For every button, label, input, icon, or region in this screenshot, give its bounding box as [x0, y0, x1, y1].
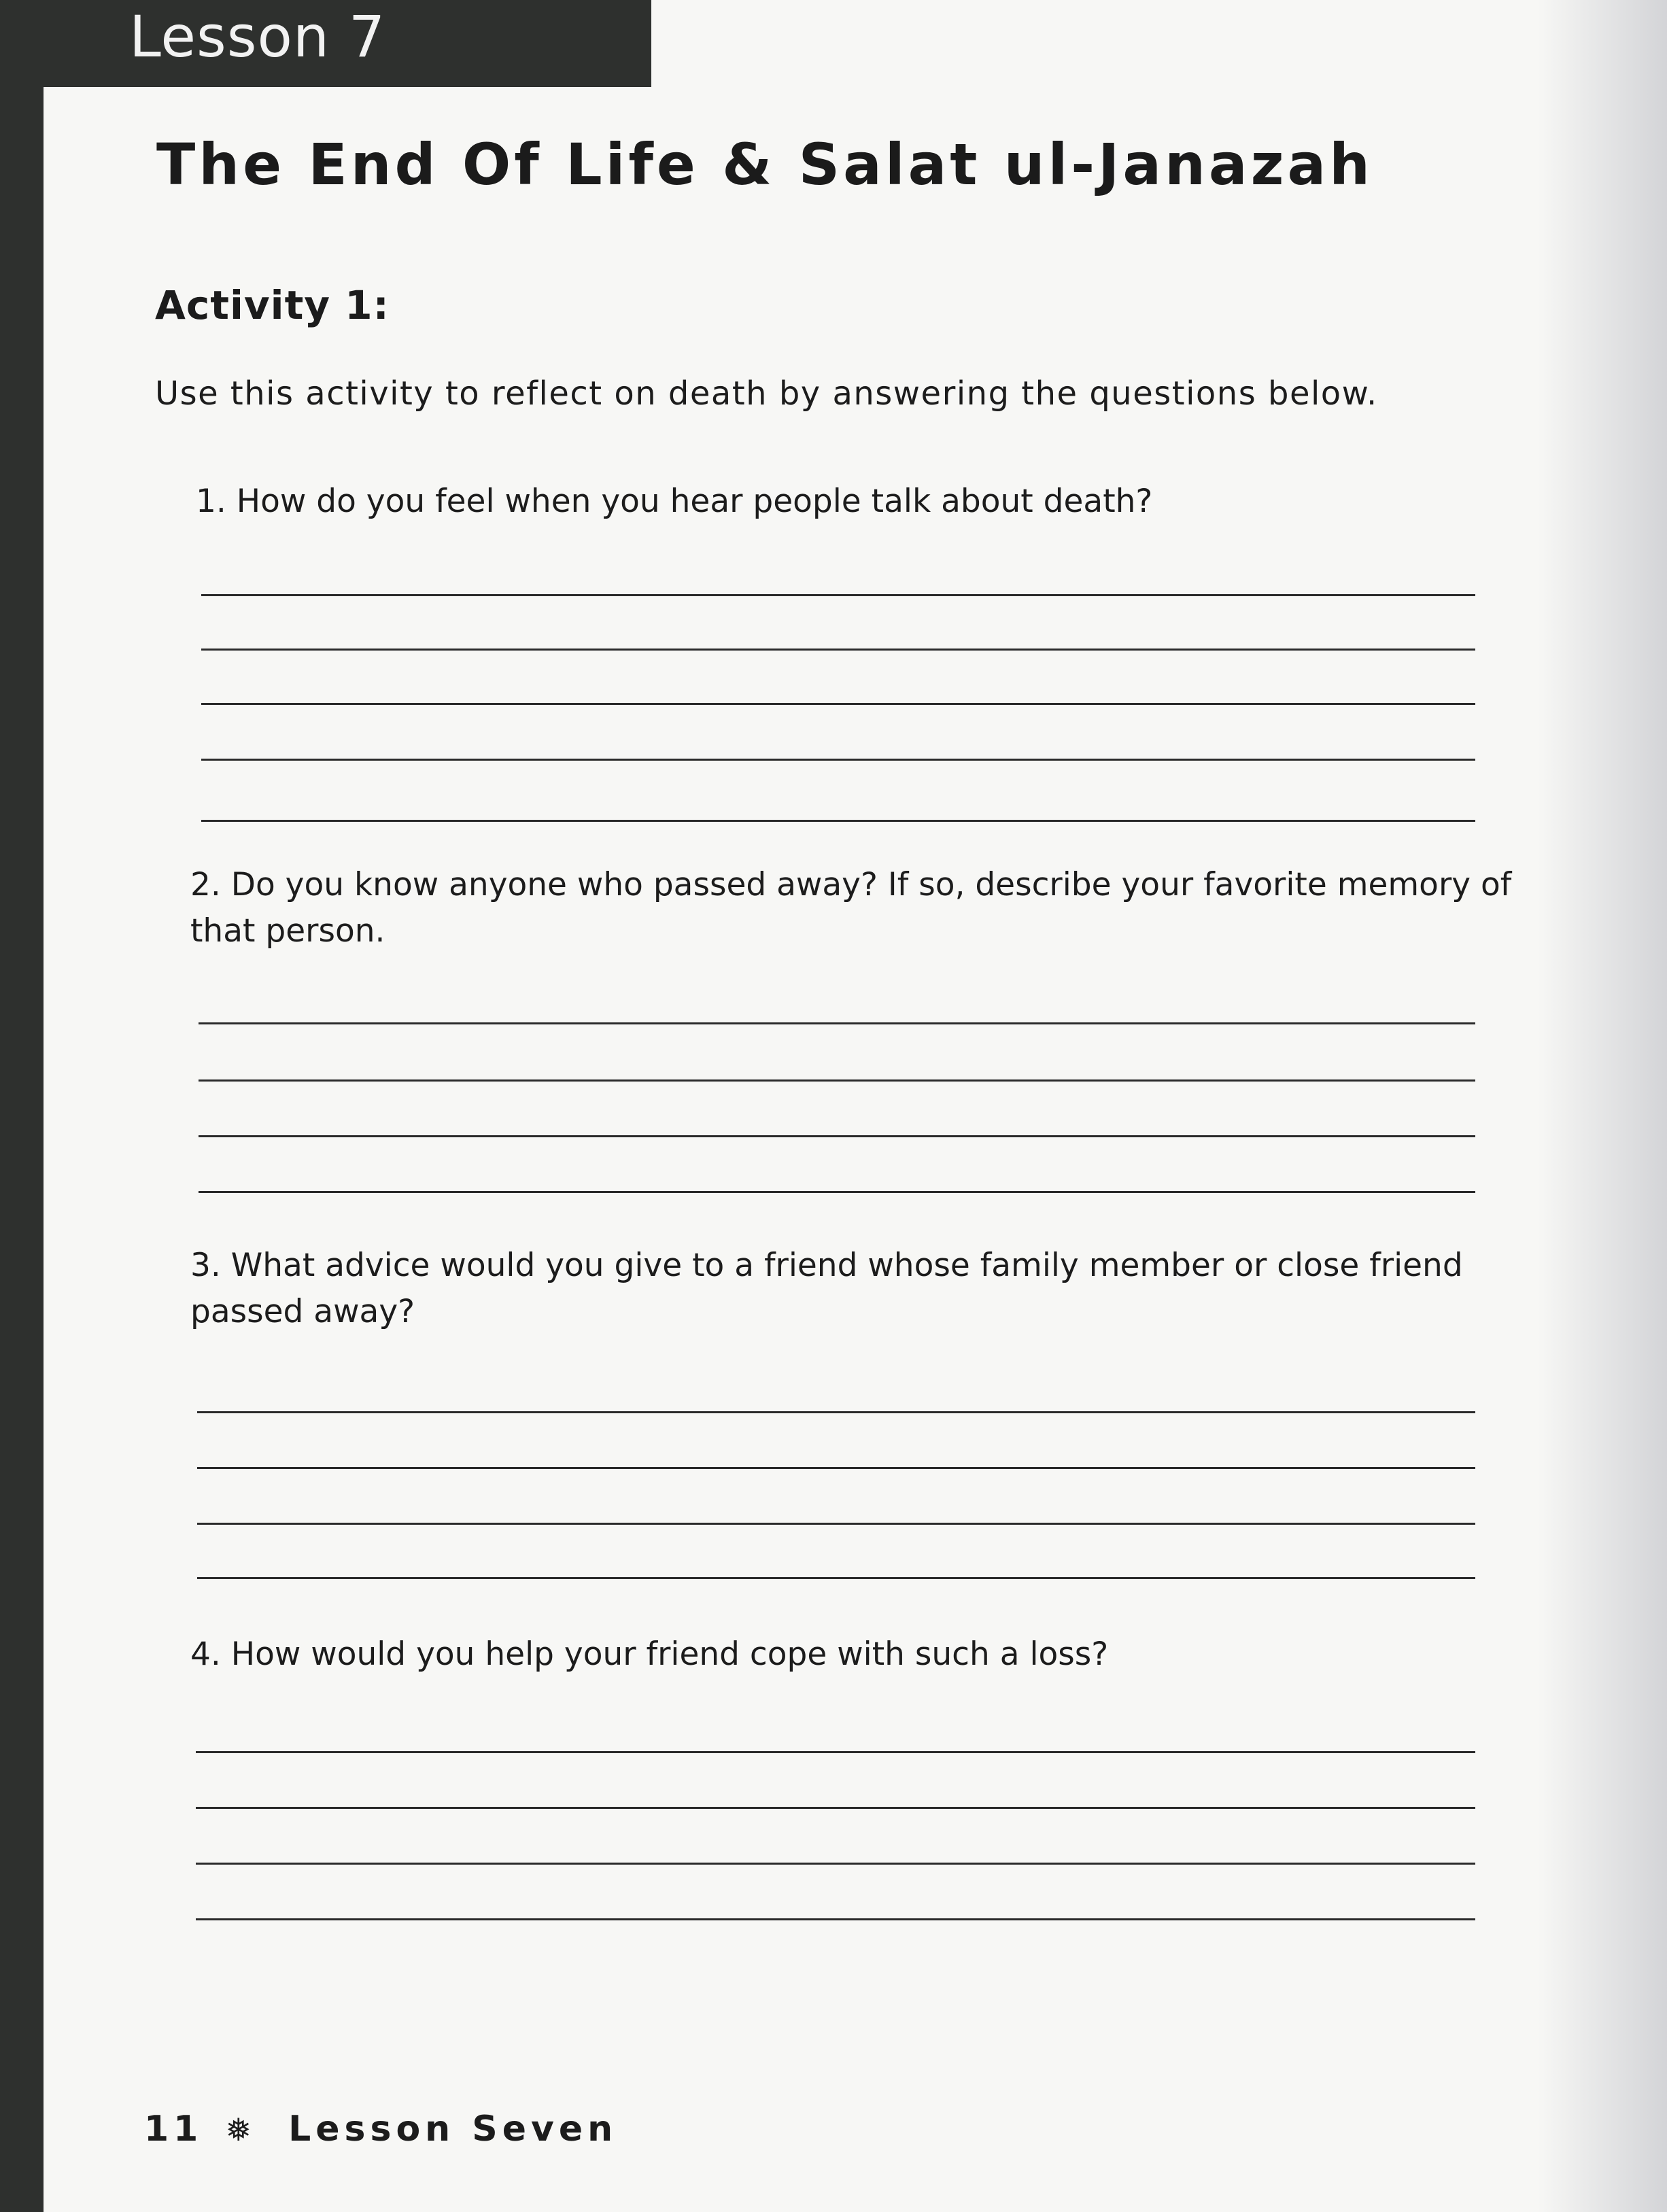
page-edge-shadow: [1538, 0, 1667, 2212]
answer-line[interactable]: [197, 1577, 1475, 1579]
answer-line[interactable]: [197, 1411, 1475, 1413]
answer-line[interactable]: [201, 594, 1475, 596]
page-number: 11: [144, 2109, 203, 2149]
footer-lesson-label: Lesson Seven: [288, 2109, 618, 2149]
answer-line[interactable]: [201, 820, 1475, 822]
sidebar-band: [0, 0, 44, 2212]
lesson-tab: [0, 0, 651, 87]
answer-line[interactable]: [199, 1079, 1475, 1082]
activity-instructions: Use this activity to reflect on death by answering the questions below.: [155, 375, 1378, 413]
answer-line[interactable]: [196, 1918, 1475, 1920]
answer-line[interactable]: [196, 1751, 1475, 1753]
answer-line[interactable]: [201, 759, 1475, 761]
question-2: 2. Do you know anyone who passed away? If so, describe your favorite memory of that person.: [190, 866, 1512, 950]
answer-line[interactable]: [201, 649, 1475, 651]
activity-heading: Activity 1:: [155, 282, 390, 328]
question-1: 1. How do you feel when you hear people talk about death?: [196, 483, 1153, 520]
question-4: 4. How would you help your friend cope with such a loss?: [190, 1636, 1109, 1673]
answer-line[interactable]: [196, 1807, 1475, 1809]
answer-line[interactable]: [199, 1135, 1475, 1137]
answer-line[interactable]: [199, 1022, 1475, 1024]
page-footer: [144, 2110, 617, 2149]
question-3: 3. What advice would you give to a friend whose family member or close friend passed away?: [190, 1247, 1463, 1330]
flower-ornament-icon: ❅: [225, 2111, 257, 2148]
lesson-tab-label: Lesson 7: [129, 3, 386, 70]
answer-line[interactable]: [197, 1523, 1475, 1525]
answer-line[interactable]: [197, 1467, 1475, 1469]
answer-line[interactable]: [199, 1191, 1475, 1193]
answer-line[interactable]: [196, 1863, 1475, 1865]
answer-line[interactable]: [201, 703, 1475, 705]
page-title: The End Of Life & Salat ul-Janazah: [156, 131, 1373, 198]
